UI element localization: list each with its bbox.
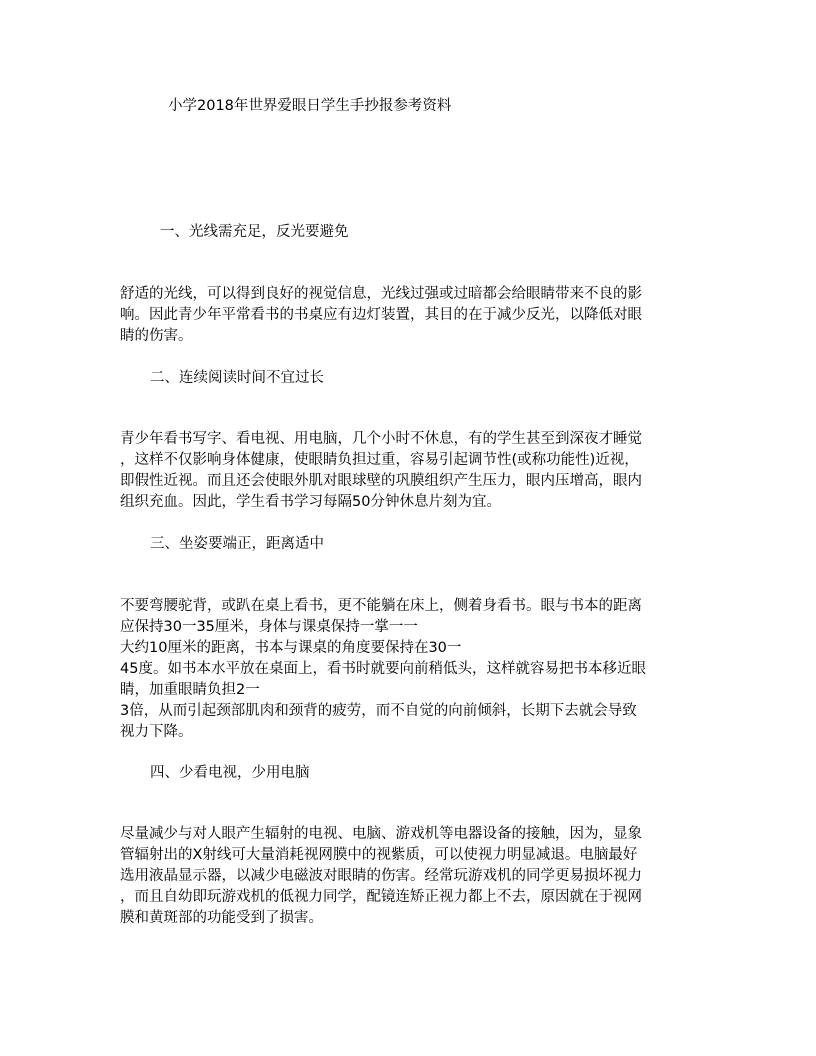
paragraph-line: 视力下降。 [120, 724, 193, 740]
section-paragraph-2 [120, 429, 710, 513]
paragraph-line: 舒适的光线，可以得到良好的视觉信息，光线过强或过暗都会给眼睛带来不良的影 [120, 286, 642, 302]
paragraph-line: 响。因此青少年平常看书的书桌应有边灯装置，其目的在于减少反光，以降低对眼 [120, 307, 642, 323]
section-paragraph-1 [120, 284, 710, 347]
paragraph-line: 即假性近视。而且还会使眼外肌对眼球壁的巩膜组织产生压力，眼内压增高，眼内 [120, 473, 642, 489]
section-heading-3: 三、坐姿要端正，距离适中 [150, 536, 324, 552]
section-heading-1: 一、光线需充足，反光要避免 [160, 224, 349, 240]
paragraph-line: 青少年看书写字、看电视、用电脑，几个小时不休息，有的学生甚至到深夜才睡觉 [120, 431, 642, 447]
paragraph-line: 45度。如书本水平放在桌面上，看书时就要向前稍低头，这样就容易把书本移近眼 [120, 661, 646, 677]
paragraph-line: 尽量减少与对人眼产生辐射的电视、电脑、游戏机等电器设备的接触，因为，显象 [120, 826, 642, 842]
document-title: 小学2018年世界爱眼日学生手抄报参考资料 [168, 98, 452, 114]
section-paragraph-4 [120, 824, 710, 929]
paragraph-line: 不要弯腰驼背，或趴在桌上看书，更不能躺在床上，侧着身看书。眼与书本的距离 [120, 598, 642, 614]
paragraph-line: 膜和黄斑部的功能受到了损害。 [120, 910, 323, 926]
paragraph-line: 管辐射出的X射线可大量消耗视网膜中的视紫质，可以使视力明显减退。电脑最好 [120, 847, 638, 863]
section-heading-2: 二、连续阅读时间不宜过长 [150, 370, 324, 386]
paragraph-line: 3倍，从而引起颈部肌肉和颈背的疲劳，而不自觉的向前倾斜，长期下去就会导致 [120, 703, 637, 719]
paragraph-line: 应保持30一35厘米，身体与课桌保持一掌一一 [120, 619, 418, 635]
paragraph-line: 睛的伤害。 [120, 328, 193, 344]
paragraph-line: 大约10厘米的距离，书本与课桌的角度要保持在30一 [120, 640, 462, 656]
paragraph-line: ，这样不仅影响身体健康，使眼睛负担过重，容易引起调节性(或称功能性)近视， [120, 452, 639, 468]
section-heading-4: 四、少看电视，少用电脑 [150, 765, 310, 781]
paragraph-line: 选用液晶显示器，以减少电磁波对眼睛的伤害。经常玩游戏机的同学更易损坏视力 [120, 868, 642, 884]
section-paragraph-3 [120, 596, 710, 743]
paragraph-line: 睛，加重眼睛负担2一 [120, 682, 260, 698]
paragraph-line: 组织充血。因此，学生看书学习每隔50分钟休息片刻为宜。 [120, 494, 501, 510]
paragraph-line: ，而且自幼即玩游戏机的低视力同学，配镜连矫正视力都上不去，原因就在于视网 [120, 889, 642, 905]
